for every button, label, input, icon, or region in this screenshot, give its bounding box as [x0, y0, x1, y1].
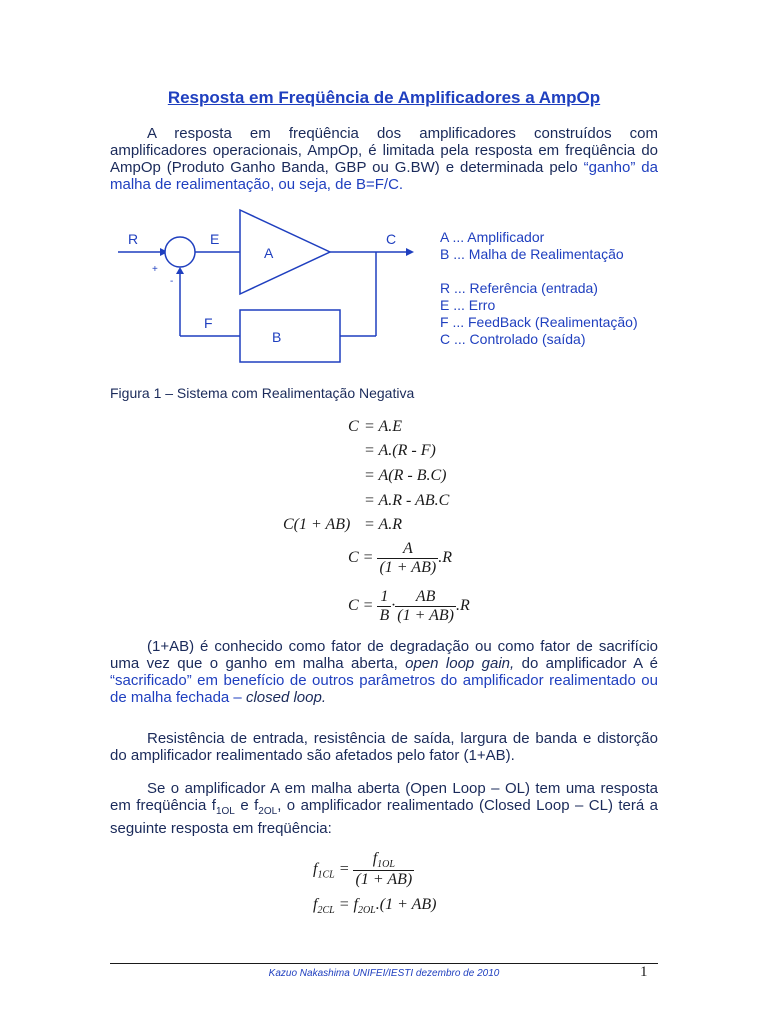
f2cl-equals: = — [338, 896, 350, 913]
footer-divider — [110, 963, 658, 964]
para2-text: do amplificador A é — [521, 655, 659, 672]
f2cl-rhs-sub: 2OL — [357, 905, 376, 917]
label-c: C — [386, 231, 397, 247]
figure-caption: Figura 1 – Sistema com Realimentação Negativa — [110, 385, 415, 401]
para2-italic: closed loop. — [245, 689, 326, 706]
equation-7-fraction-1 — [377, 588, 391, 625]
equation-5-rhs: = A.R — [364, 516, 403, 533]
para2-text: (1+AB) é conhecido como fator de degradação ou como fator de sacrifício uma vez que o ganho em malha aberta, — [110, 638, 658, 672]
legend-item: E ... Erro — [440, 297, 496, 313]
para2-text-blue: “sacrificado” em benefício de outros parâmetros do amplificador realimentado ou de malha fechada – — [110, 672, 658, 706]
f1cl-numerator: $f_{1OL}$ — [372, 850, 395, 871]
equation-6-tail: .R — [438, 549, 452, 567]
f1cl-denominator: (1 + AB) — [355, 871, 413, 889]
equation-7-dot: · — [391, 597, 396, 615]
legend-item: B ... Malha de Realimentação — [440, 246, 624, 262]
label-a: A — [264, 245, 274, 261]
f1cl-fraction — [353, 850, 414, 889]
feedback-block-diagram — [110, 200, 430, 370]
label-e: E — [210, 231, 220, 247]
equation-7 — [348, 588, 470, 625]
intro-text: A resposta em freqüência dos amplificadores construídos com amplificadores operacionais, AmpOp, é limitada pela resposta em freqüência do AmpOp (Produto Ganho Banda, GBP ou G.BW) e determinada pelo — [110, 125, 658, 176]
f2cl-lhs: f — [313, 896, 318, 913]
legend-item: R ... Referência (entrada) — [440, 280, 598, 296]
equation-2: = A.(R - F) — [364, 442, 436, 459]
para2-italic: open loop gain, — [405, 655, 515, 672]
intro-paragraph — [110, 125, 658, 193]
equation-7-fraction-2 — [395, 588, 456, 625]
para4-text: , o amplificador realimentado (Closed Loop – CL) terá a seguinte resposta em freqüência: — [110, 797, 659, 837]
equation-6-denominator: (1 + AB) — [379, 559, 437, 576]
label-r: R — [128, 231, 139, 247]
legend-item: C ... Controlado (saída) — [440, 331, 586, 347]
f2cl-rhs: f — [353, 896, 358, 913]
equation-1-rhs: = A.E — [364, 418, 403, 435]
affected-parameters-paragraph: Resistência de entrada, resistência de saída, largura de banda e distorção do amplificador realimentado são afetados pelo fator (1+AB). — [110, 730, 658, 764]
equation-7-denominator-1: B — [379, 607, 390, 624]
legend-item: A ... Amplificador — [440, 229, 545, 245]
equation-6 — [348, 540, 452, 577]
f2ol-symbol: $f_{2OL}$ — [254, 797, 278, 817]
label-b: B — [272, 329, 282, 345]
f1ol-symbol: $f_{1OL}$ — [211, 797, 235, 817]
page-title: Resposta em Freqüência de Amplificadores a AmpOp — [167, 88, 601, 107]
f2cl-equation — [313, 896, 436, 916]
f2cl-tail: .(1 + AB) — [375, 896, 437, 913]
label-minus: - — [170, 276, 174, 287]
equation-7-numerator-2: AB — [415, 588, 436, 605]
equation-3: = A(R - B.C) — [364, 467, 447, 484]
equation-1-lhs: C — [348, 418, 359, 435]
frequency-response-paragraph — [110, 780, 658, 837]
equation-7-tail: .R — [455, 597, 470, 615]
equation-6-fraction — [377, 540, 438, 577]
equation-7-numerator-1: 1 — [380, 588, 389, 605]
degradation-paragraph — [110, 638, 658, 706]
equation-6-numerator: A — [402, 540, 413, 557]
equation-7-lhs: C = — [348, 597, 374, 615]
f1cl-equation — [313, 850, 414, 889]
f1cl-lhs-sub: 1CL — [317, 869, 335, 881]
equation-7-denominator-2: (1 + AB) — [397, 607, 454, 624]
legend-item: F ... FeedBack (Realimentação) — [440, 314, 638, 330]
footer-text: Kazuo Nakashima UNIFEI/IESTI dezembro de 2010 — [268, 968, 500, 979]
label-f: F — [204, 315, 213, 331]
equation-4: = A.R - AB.C — [364, 492, 450, 509]
equation-5-lhs: C(1 + AB) — [283, 516, 351, 533]
para4-text: e — [240, 797, 249, 814]
f2cl-lhs-sub: 2CL — [317, 905, 335, 917]
page-number: 1 — [640, 964, 648, 980]
f1cl-lhs: f — [313, 860, 318, 878]
f1cl-equals: = — [338, 860, 350, 878]
intro-text-blue: “ganho” da malha de realimentação, ou seja, de B=F/C. — [110, 159, 658, 193]
equation-6-lhs: C = — [348, 549, 374, 567]
para4-text: Se o amplificador A em malha aberta (Open Loop – OL) tem uma resposta em freqüência — [110, 780, 658, 814]
legend — [440, 229, 638, 348]
label-plus: + — [152, 264, 158, 275]
